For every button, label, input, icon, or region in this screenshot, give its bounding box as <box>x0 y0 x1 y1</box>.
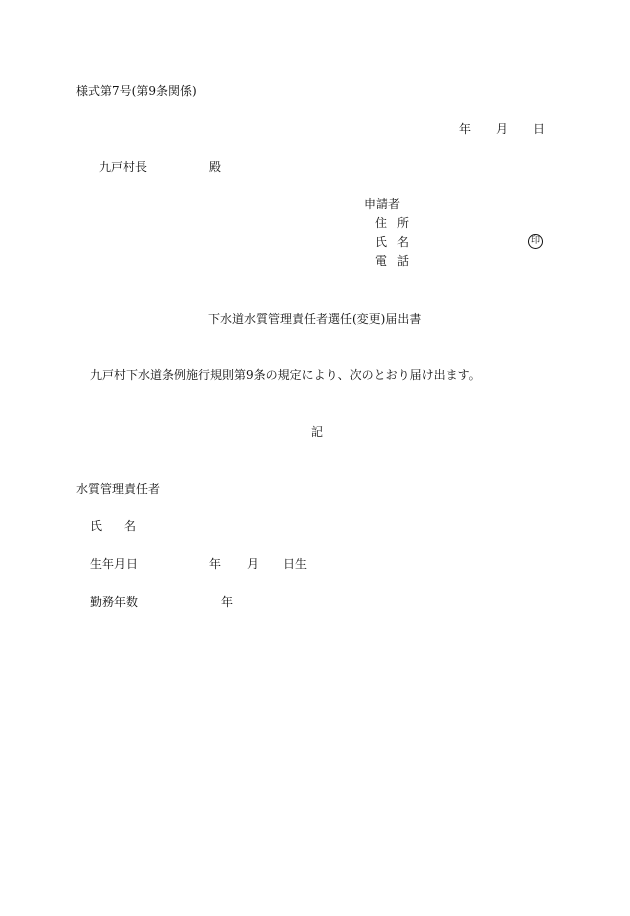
addressee-honorific: 殿 <box>209 160 222 174</box>
applicant-address-label: 住所 <box>375 216 420 230</box>
field-birth-year: 年 <box>209 557 222 571</box>
applicant-name-label: 氏名 <box>375 235 420 249</box>
body-text: 九戸村下水道条例施行規則第9条の規定により、次のとおり届け出ます。 <box>90 368 481 382</box>
addressee-name: 九戸村長 <box>99 160 148 174</box>
field-years-label: 勤務年数 <box>90 595 139 609</box>
date-year-label: 年 <box>459 122 472 136</box>
field-name-label-1: 氏 <box>90 519 103 533</box>
field-birth-day: 日生 <box>283 557 308 571</box>
form-number: 様式第7号(第9条関係) <box>76 84 197 98</box>
field-years-unit: 年 <box>221 595 234 609</box>
date-month-label: 月 <box>496 122 509 136</box>
ki-marker: 記 <box>311 425 324 439</box>
field-name-label-2: 名 <box>124 519 137 533</box>
field-birthdate-label: 生年月日 <box>90 557 139 571</box>
field-birth-month: 月 <box>247 557 260 571</box>
applicant-phone-label: 電話 <box>375 254 420 268</box>
section-heading: 水質管理責任者 <box>76 482 161 496</box>
seal-icon: 印 <box>528 234 543 249</box>
date-day-label: 日 <box>533 122 546 136</box>
document-title: 下水道水質管理責任者選任(変更)届出書 <box>208 312 422 326</box>
applicant-heading: 申請者 <box>364 197 401 211</box>
